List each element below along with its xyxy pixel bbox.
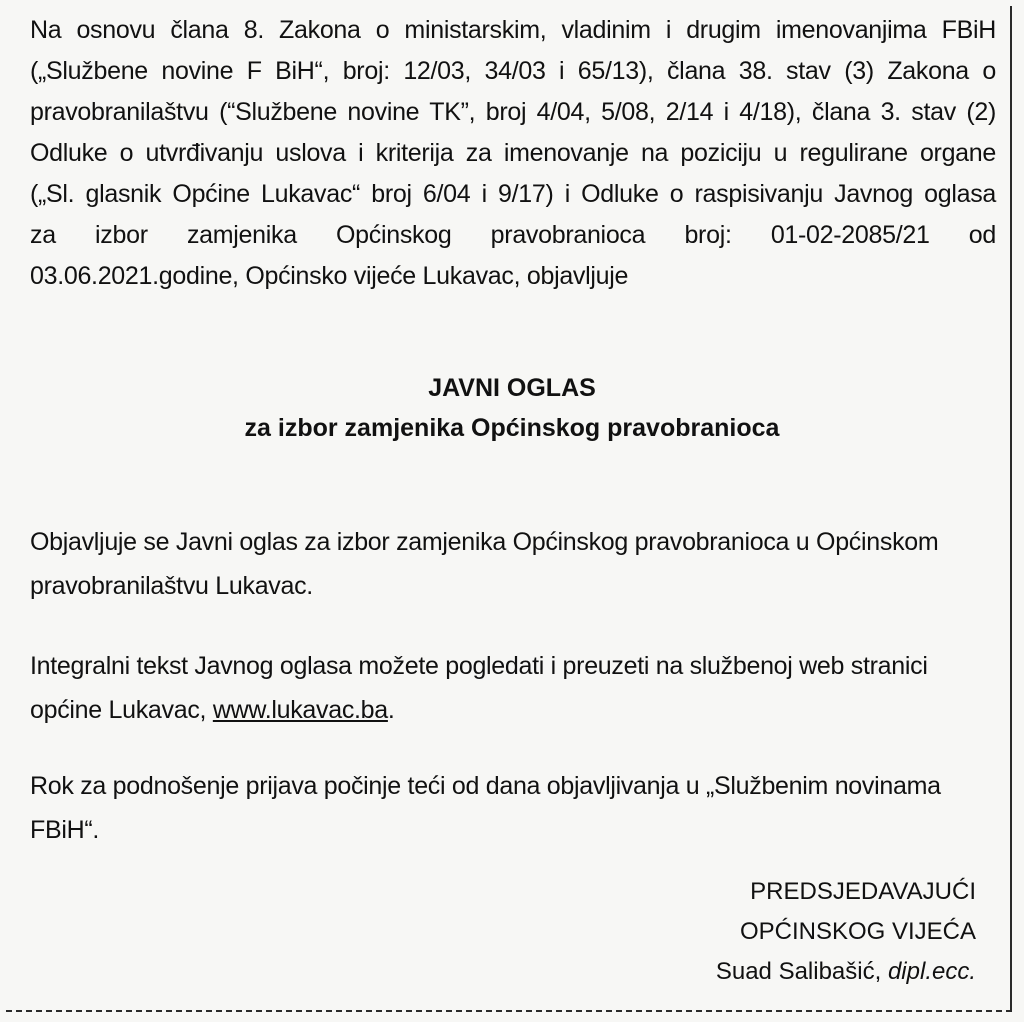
deadline-line-1: Rok za podnošenje prijava počinje teći od dana objavljivanja u „Službenim novinama [30, 772, 941, 800]
intro-line-4: Odluke o utvrđivanju uslova i kriterija za imenovanje na poziciju u regulirane organe [30, 139, 996, 167]
notice-title: JAVNI OGLAS [428, 374, 596, 402]
full-text-suffix: . [387, 696, 395, 724]
full-text-line-1: Integralni tekst Javnog oglasa možete pogledati i preuzeti na službenoj web stranici [30, 652, 928, 680]
signature-role-line-2: OPĆINSKOG VIJEĆA [739, 918, 976, 945]
full-text-prefix: općine Lukavac, [30, 696, 213, 724]
announcement-line-1: Objavljuje se Javni oglas za izbor zamjenika Općinskog pravobranioca u Općinskom [30, 528, 939, 556]
signatory-name: Suad Salibašić, [715, 958, 888, 985]
signatory-name-line [716, 952, 976, 992]
notice-subtitle: za izbor zamjenika Općinskog pravobranioca [244, 414, 780, 442]
website-link[interactable]: www.lukavac.ba [212, 696, 388, 724]
full-text-line-2 [30, 688, 996, 732]
announcement-line-2: pravobranilaštvu Lukavac. [30, 572, 313, 600]
full-text-paragraph [30, 644, 996, 732]
intro-line-3: pravobranilaštvu (“Službene novine TK”, broj 4/04, 5/08, 2/14 i 4/18), člana 3. stav (2) [30, 98, 996, 126]
intro-line-1: Na osnovu člana 8. Zakona o ministarskim, vladinim i drugim imenovanjima FBiH [30, 16, 996, 44]
intro-line-7: 03.06.2021.godine, Općinsko vijeće Lukavac, objavljuje [30, 262, 629, 290]
intro-line-2: („Službene novine F BiH“, broj: 12/03, 34/03 i 65/13), člana 38. stav (3) Zakona o [30, 57, 996, 85]
signature-role-line-1: PREDSJEDAVAJUĆI [750, 878, 976, 905]
notice-heading [0, 368, 1024, 448]
announcement-paragraph [30, 520, 996, 608]
deadline-paragraph [30, 764, 996, 852]
legal-basis-paragraph [30, 10, 996, 297]
signature-block [716, 872, 976, 992]
intro-line-6: za izbor zamjenika Općinskog pravobranioca broj: 01-02-2085/21 od [30, 221, 996, 249]
intro-line-5: („Sl. glasnik Općine Lukavac“ broj 6/04 i 9/17) i Odluke o raspisivanju Javnog oglasa [30, 180, 996, 208]
signatory-title: dipl.ecc. [887, 958, 976, 985]
deadline-line-2: FBiH“. [30, 816, 100, 844]
